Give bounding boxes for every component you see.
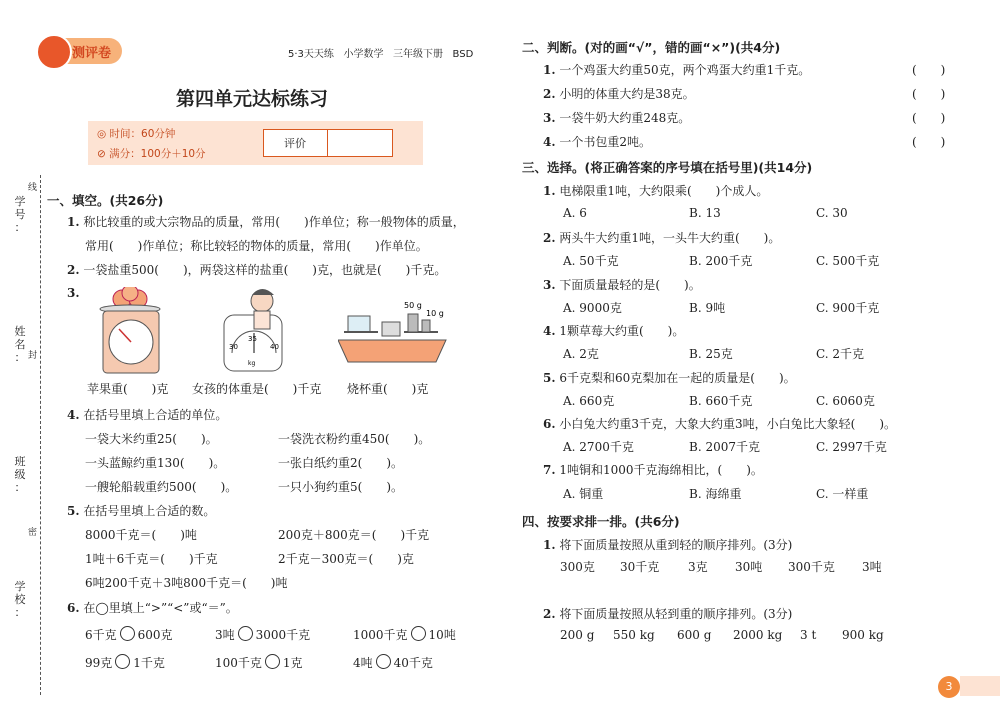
header-info (288, 45, 473, 60)
check-icon: ⊘ (97, 148, 106, 160)
compare-circle[interactable] (411, 626, 426, 641)
binding-line (40, 175, 41, 695)
q1-3-label-apple: 苹果重( )克 (87, 382, 169, 396)
compare-item: 4吨 40千克 (353, 656, 433, 670)
choice-option-c: C. 2千克 (816, 347, 865, 361)
section3-title: 三、选择。(将正确答案的序号填在括号里)(共14分) (522, 160, 813, 175)
q1-4-item: 一袋大米约重25( )。 (85, 432, 218, 446)
time-info: ◎ 时间：60分钟 (97, 128, 176, 140)
sort-item: 200 g (560, 628, 595, 642)
series-label: 5·3天天练 (288, 49, 334, 60)
judge-item: 4. 一个书包重2吨。 (543, 135, 651, 149)
q1-5-item: 6吨200千克＋3吨800千克＝( )吨 (85, 576, 288, 590)
balance-scale-figure (338, 296, 450, 368)
seal-mark-1: 线 (28, 183, 38, 193)
logo-badge (40, 38, 122, 64)
name-label: 姓 名 ： (14, 325, 26, 364)
choice-option-b: B. 海绵重 (689, 487, 742, 501)
svg-text:35: 35 (248, 335, 257, 343)
seal-mark-3: 密 (28, 528, 38, 538)
evaluation-box (263, 129, 393, 157)
q1-5-item: 1吨＋6千克＝( )千克 (85, 552, 218, 566)
answer-paren[interactable]: ( ) (912, 87, 946, 101)
compare-circle[interactable] (115, 654, 130, 669)
page-title: 第四单元达标练习 (176, 88, 329, 110)
answer-paren[interactable]: ( ) (912, 111, 946, 125)
compare-item: 99克 1千克 (85, 656, 165, 670)
edition-label: BSD (452, 49, 474, 60)
choice-question: 5. 6千克梨和60克梨加在一起的质量是( )。 (543, 371, 796, 385)
logo-text: 测评卷 (72, 46, 112, 61)
svg-text:40: 40 (270, 343, 279, 351)
q1-2: 2. 一袋盐重500( )，两袋这样的盐重( )克，也就是( )千克。 (67, 263, 447, 277)
svg-text:30: 30 (229, 343, 238, 351)
choice-option-c: C. 一样重 (816, 487, 869, 501)
compare-item: 100千克 1克 (215, 656, 303, 670)
choice-question: 1. 电梯限重1吨，大约限乘( )个成人。 (543, 184, 769, 198)
seal-mark-2: 封 (28, 351, 38, 361)
compare-item: 3吨 3000千克 (215, 628, 311, 642)
choice-option-a: A. 660克 (563, 394, 615, 408)
choice-option-b: B. 9吨 (689, 301, 726, 315)
choice-option-c: C. 500千克 (816, 254, 880, 268)
logo-face-icon (36, 34, 72, 70)
judge-item: 1. 一个鸡蛋大约重50克，两个鸡蛋大约重1千克。 (543, 63, 811, 77)
q1-5: 5. 在括号里填上合适的数。 (67, 504, 216, 518)
q1-3-label-girl: 女孩的体重是( )千克 (192, 382, 322, 396)
section1-title: 一、填空。(共26分) (47, 193, 164, 208)
page-number-bar (960, 676, 1000, 696)
sort-item: 30吨 (735, 560, 763, 574)
choice-option-b: B. 25克 (689, 347, 733, 361)
choice-question: 7. 1吨铜和1000千克海绵相比，( )。 (543, 463, 763, 477)
section2-title: 二、判断。(对的画“√”，错的画“×”)(共4分) (522, 40, 781, 55)
q1-4-item: 一头蓝鲸约重130( )。 (85, 456, 226, 470)
q1-1-cont: 常用( )作单位；称比较轻的物体的质量，常用( )作单位。 (85, 239, 428, 253)
q1-1: 1. 称比较重的或大宗物品的质量，常用( )作单位；称一般物体的质量， (67, 215, 465, 229)
svg-text:kg: kg (248, 360, 256, 367)
compare-circle[interactable] (265, 654, 280, 669)
choice-question: 6. 小白兔大约重3千克，大象大约重3吨，小白兔比大象轻( )。 (543, 417, 896, 431)
apple-scale-figure (95, 287, 167, 377)
sort-item: 900 kg (842, 628, 884, 642)
compare-item: 1000千克 10吨 (353, 628, 456, 642)
choice-option-a: A. 铜重 (563, 487, 604, 501)
q1-3-number: 3. (67, 286, 80, 300)
sort-question: 2. 将下面质量按照从轻到重的顺序排列。(3分) (543, 607, 793, 621)
q1-5-item: 2千克－300克＝( )克 (278, 552, 414, 566)
svg-text:10 g: 10 g (426, 309, 444, 318)
q1-4-item: 一只小狗约重5( )。 (278, 480, 403, 494)
choice-option-a: A. 50千克 (563, 254, 619, 268)
choice-option-c: C. 2997千克 (816, 440, 887, 454)
choice-option-b: B. 660千克 (689, 394, 753, 408)
student-number-label: 学 号 ： (14, 195, 26, 234)
choice-option-c: C. 30 (816, 206, 848, 220)
section4-title: 四、按要求排一排。(共6分) (522, 514, 680, 529)
q1-4-item: 一袋洗衣粉约重450( )。 (278, 432, 431, 446)
compare-circle[interactable] (120, 626, 135, 641)
score-info: ⊘ 满分：100分＋10分 (97, 148, 206, 160)
choice-option-a: A. 6 (563, 206, 587, 220)
page-number: 3 (938, 676, 960, 698)
q1-4-item: 一艘轮船载重约500( )。 (85, 480, 238, 494)
q1-6: 6. 在◯里填上“>”“<”或“＝”。 (67, 601, 238, 615)
q1-4: 4. 在括号里填上合适的单位。 (67, 408, 228, 422)
girl-scale-figure (220, 287, 300, 375)
sort-item: 3 t (800, 628, 817, 642)
choice-option-a: A. 2700千克 (563, 440, 634, 454)
answer-paren[interactable]: ( ) (912, 135, 946, 149)
choice-option-c: C. 900千克 (816, 301, 880, 315)
school-label: 学 校 ： (14, 580, 26, 619)
compare-circle[interactable] (238, 626, 253, 641)
clock-icon: ◎ (97, 128, 107, 140)
choice-option-a: A. 9000克 (563, 301, 622, 315)
compare-item: 6千克 600克 (85, 628, 173, 642)
sort-question: 1. 将下面质量按照从重到轻的顺序排列。(3分) (543, 538, 793, 552)
sort-item: 3克 (688, 560, 708, 574)
sort-item: 300千克 (788, 560, 835, 574)
sort-item: 300克 (560, 560, 595, 574)
q1-5-item: 8000千克＝( )吨 (85, 528, 197, 542)
sort-item: 3吨 (862, 560, 882, 574)
choice-question: 2. 两头牛大约重1吨，一头牛大约重( )。 (543, 231, 781, 245)
judge-item: 3. 一袋牛奶大约重248克。 (543, 111, 691, 125)
q1-3-label-beaker: 烧杯重( )克 (347, 382, 429, 396)
choice-question: 3. 下面质量最轻的是( )。 (543, 278, 701, 292)
answer-paren[interactable]: ( ) (912, 63, 946, 77)
sort-item: 600 g (677, 628, 712, 642)
choice-option-a: A. 2克 (563, 347, 599, 361)
choice-option-b: B. 2007千克 (689, 440, 760, 454)
choice-option-b: B. 13 (689, 206, 721, 220)
q1-4-item: 一张白纸约重2( )。 (278, 456, 403, 470)
class-label: 班 级 ： (14, 455, 26, 494)
grade-label: 三年级下册 (393, 49, 443, 60)
compare-circle[interactable] (376, 654, 391, 669)
evaluation-label: 评价 (284, 137, 306, 150)
judge-item: 2. 小明的体重大约是38克。 (543, 87, 695, 101)
choice-question: 4. 1颗草莓大约重( )。 (543, 324, 685, 338)
sort-item: 550 kg (613, 628, 655, 642)
subject-label: 小学数学 (343, 49, 384, 60)
q1-5-item: 200克＋800克＝( )千克 (278, 528, 430, 542)
svg-text:50 g: 50 g (404, 301, 422, 310)
choice-option-c: C. 6060克 (816, 394, 875, 408)
sort-item: 30千克 (620, 560, 660, 574)
sort-item: 2000 kg (733, 628, 783, 642)
choice-option-b: B. 200千克 (689, 254, 753, 268)
